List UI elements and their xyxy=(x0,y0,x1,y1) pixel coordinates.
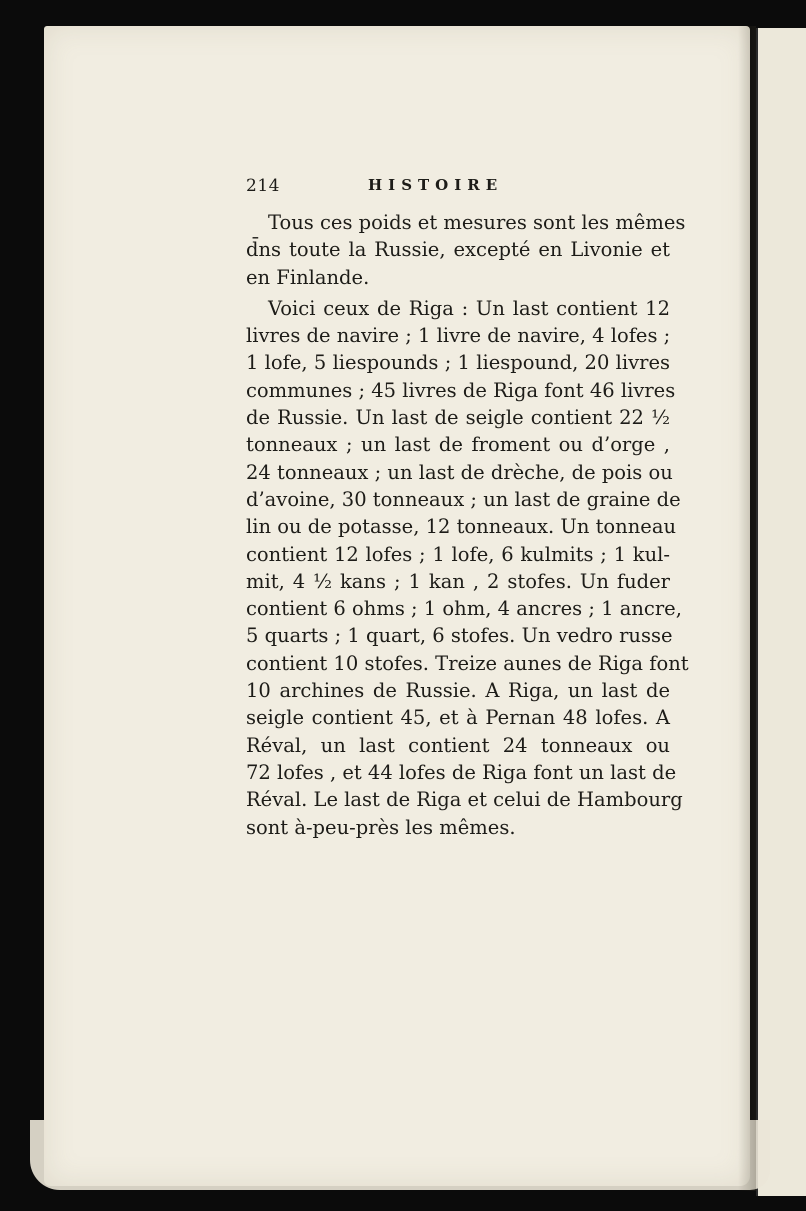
text-line: sont à-peu-près les mêmes. xyxy=(246,815,516,839)
text-line: d’avoine, 30 tonneaux ; un last de graine de xyxy=(246,487,681,511)
text-line: 72 lofes , et 44 lofes de Riga font un last de xyxy=(246,760,677,784)
text-line: 5 quarts ; 1 quart, 6 stofes. Un vedro russe xyxy=(246,624,673,648)
text-line: Voici ceux de Riga : Un last contient 12 xyxy=(268,296,670,320)
text-line: en Finlande. xyxy=(246,265,370,289)
paragraph-1 xyxy=(246,209,686,291)
text-line: contient 12 lofes ; 1 lofe, 6 kulmits ; 1 kul- xyxy=(246,542,670,566)
text-line: 1 lofe, 5 liespounds ; 1 liespound, 20 livres xyxy=(246,351,670,375)
text-line: de Russie. Un last de seigle contient 22 ½ xyxy=(246,406,670,430)
page-number: 214 xyxy=(246,176,280,196)
text-line: 10 archines de Russie. A Riga, un last de xyxy=(246,679,670,703)
text-line: tonneaux ; un last de froment ou d’orge , xyxy=(246,433,670,457)
text-line: Tous ces poids et mesures sont les mêmes xyxy=(268,211,686,234)
text-line: lin ou de potasse, 12 tonneaux. Un tonneau xyxy=(246,515,677,539)
body-text xyxy=(246,209,689,841)
running-head: HISTOIRE xyxy=(368,176,504,194)
spine-shadow xyxy=(738,26,756,1191)
text-line: 24 tonneaux ; un last de drèche, de pois ou xyxy=(246,460,673,484)
text-line: livres de navire ; 1 livre de navire, 4 lofes ; xyxy=(246,324,671,348)
facing-page-edge xyxy=(756,28,806,1196)
text-line: communes ; 45 livres de Riga font 46 livres xyxy=(246,378,676,402)
text-line: Réval, un last contient 24 tonneaux ou xyxy=(246,733,670,757)
text-line: contient 10 stofes. Treize aunes de Riga font xyxy=(246,651,689,675)
page-header xyxy=(246,176,670,202)
text-line: contient 6 ohms ; 1 ohm, 4 ancres ; 1 ancre, xyxy=(246,597,682,621)
text-line: Réval. Le last de Riga et celui de Hambourg xyxy=(246,788,683,812)
text-line: mit, 4 ½ kans ; 1 kan , 2 stofes. Un fuder xyxy=(246,569,670,593)
paragraph-2 xyxy=(246,295,689,841)
text-line: d̄ns toute la Russie, excepté en Livonie et xyxy=(246,238,670,262)
text-line: seigle contient 45, et à Pernan 48 lofes. A xyxy=(246,706,670,730)
